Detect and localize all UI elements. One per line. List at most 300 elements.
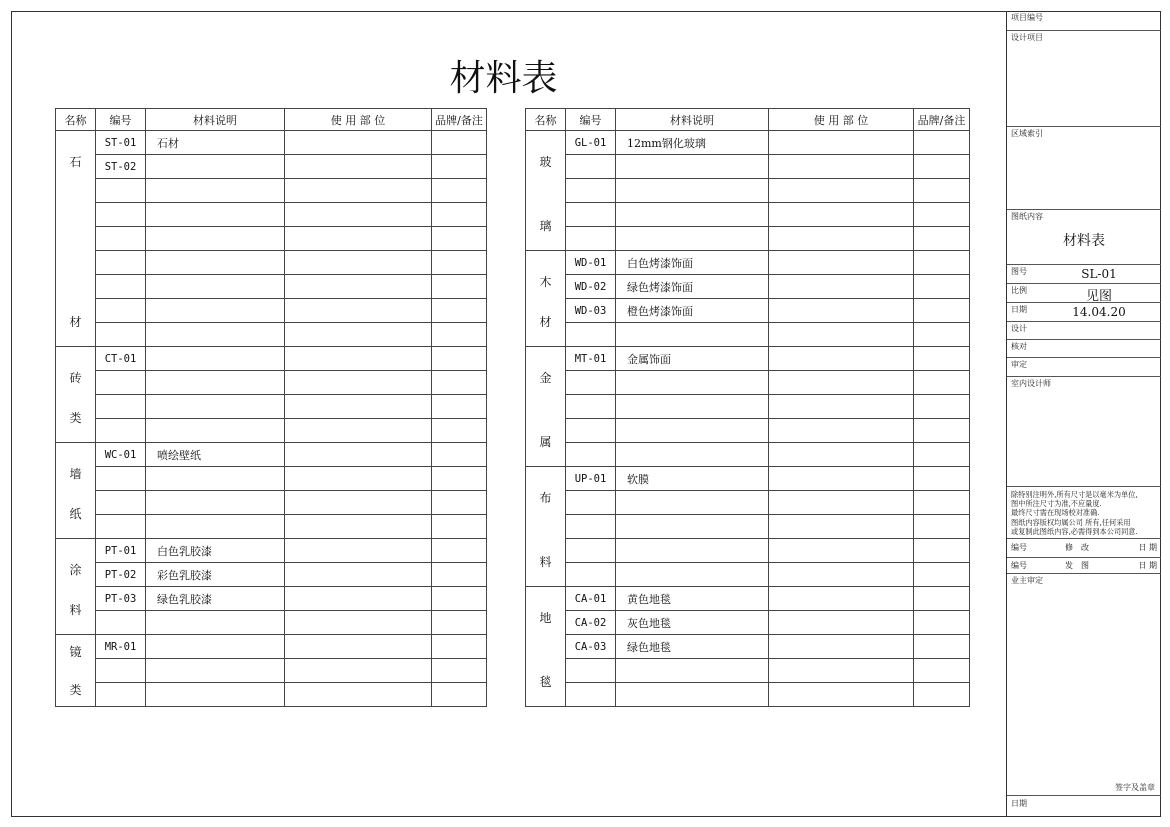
material-code-cell bbox=[96, 323, 146, 347]
usage-location-cell bbox=[769, 227, 914, 251]
brand-remarks-cell bbox=[914, 275, 970, 299]
material-code-cell: PT-03 bbox=[96, 587, 146, 611]
design-project-row bbox=[1007, 31, 1161, 127]
brand-remarks-cell bbox=[914, 491, 970, 515]
usage-location-cell bbox=[769, 515, 914, 539]
usage-location-cell bbox=[285, 587, 432, 611]
material-description-cell bbox=[146, 467, 285, 491]
table-row bbox=[56, 275, 487, 299]
brand-remarks-cell bbox=[432, 395, 487, 419]
category-char: 料 bbox=[539, 555, 552, 569]
usage-location-cell bbox=[285, 611, 432, 635]
owner-approval-label: 业主审定 bbox=[1011, 576, 1043, 585]
material-description-cell: 12mm钢化玻璃 bbox=[616, 131, 769, 155]
category-cell bbox=[56, 443, 96, 539]
title-block bbox=[1006, 11, 1161, 817]
brand-remarks-cell bbox=[432, 515, 487, 539]
category-char: 璃 bbox=[539, 219, 552, 233]
material-description-cell bbox=[146, 155, 285, 179]
usage-location-cell bbox=[285, 515, 432, 539]
table-header-row bbox=[526, 109, 970, 131]
category-char: 类 bbox=[69, 411, 82, 425]
design-project-label: 设计项目 bbox=[1011, 33, 1043, 42]
table-row bbox=[56, 611, 487, 635]
note-line: 除特别注明外,所有尺寸是以毫米为单位, bbox=[1011, 490, 1138, 499]
table-row bbox=[526, 155, 970, 179]
material-description-cell: 白色烤漆饰面 bbox=[616, 251, 769, 275]
table-row bbox=[526, 299, 970, 323]
brand-remarks-cell bbox=[914, 347, 970, 371]
category-char: 地 bbox=[539, 611, 552, 625]
table-row bbox=[526, 491, 970, 515]
table-row bbox=[56, 515, 487, 539]
material-description-cell bbox=[616, 323, 769, 347]
table-row bbox=[526, 419, 970, 443]
brand-remarks-cell bbox=[432, 227, 487, 251]
material-code-cell: MR-01 bbox=[96, 635, 146, 659]
material-code-cell bbox=[96, 467, 146, 491]
material-description-cell: 绿色烤漆饰面 bbox=[616, 275, 769, 299]
category-char: 类 bbox=[69, 683, 82, 697]
table-row bbox=[56, 251, 487, 275]
brand-remarks-cell bbox=[914, 635, 970, 659]
drawing-content-value: 材料表 bbox=[1063, 233, 1105, 249]
brand-remarks-cell bbox=[914, 251, 970, 275]
table-row bbox=[56, 491, 487, 515]
material-table-right bbox=[525, 108, 970, 707]
material-description-cell: 黄色地毯 bbox=[616, 587, 769, 611]
usage-location-cell bbox=[285, 635, 432, 659]
usage-location-cell bbox=[769, 587, 914, 611]
drawing-content-row bbox=[1007, 210, 1161, 265]
category-cell bbox=[526, 467, 566, 587]
usage-location-cell bbox=[769, 275, 914, 299]
material-description-cell: 白色乳胶漆 bbox=[146, 539, 285, 563]
material-description-cell: 软膜 bbox=[616, 467, 769, 491]
material-description-cell bbox=[146, 275, 285, 299]
table-row bbox=[526, 275, 970, 299]
drawing-content-label: 图纸内容 bbox=[1011, 212, 1043, 221]
revision-row bbox=[1007, 539, 1161, 558]
usage-location-cell bbox=[769, 611, 914, 635]
category-cell bbox=[56, 635, 96, 707]
material-table-left bbox=[55, 108, 487, 707]
checker-row bbox=[1007, 340, 1161, 358]
drawing-number-value: SL-01 bbox=[1081, 267, 1117, 281]
usage-location-cell bbox=[769, 371, 914, 395]
category-char: 材 bbox=[539, 315, 552, 329]
brand-remarks-cell bbox=[432, 323, 487, 347]
note-line: 或复制此图纸内容,必需得到本公司同意. bbox=[1011, 526, 1138, 536]
table-row bbox=[526, 467, 970, 491]
brand-remarks-cell bbox=[914, 443, 970, 467]
usage-location-cell bbox=[285, 467, 432, 491]
brand-remarks-cell bbox=[432, 203, 487, 227]
material-code-cell: WD-01 bbox=[566, 251, 616, 275]
table-header-row bbox=[56, 109, 487, 131]
material-code-cell: GL-01 bbox=[566, 131, 616, 155]
material-code-cell bbox=[566, 659, 616, 683]
table-row bbox=[56, 467, 487, 491]
material-code-cell bbox=[96, 683, 146, 707]
table-row bbox=[56, 299, 487, 323]
category-cell bbox=[526, 587, 566, 707]
material-code-cell bbox=[566, 539, 616, 563]
issue-row bbox=[1007, 558, 1161, 574]
material-code-cell bbox=[96, 371, 146, 395]
material-description-cell bbox=[616, 371, 769, 395]
brand-remarks-cell bbox=[914, 179, 970, 203]
material-code-cell bbox=[566, 515, 616, 539]
usage-location-cell bbox=[285, 227, 432, 251]
drawing-number-label: 图号 bbox=[1011, 267, 1027, 276]
category-char: 墙 bbox=[69, 467, 82, 481]
material-description-cell: 喷绘壁纸 bbox=[146, 443, 285, 467]
header-description: 材料说明 bbox=[616, 109, 769, 131]
table-row bbox=[526, 251, 970, 275]
usage-location-cell bbox=[769, 563, 914, 587]
material-code-cell bbox=[96, 491, 146, 515]
usage-location-cell bbox=[769, 131, 914, 155]
table-row bbox=[526, 131, 970, 155]
table-row bbox=[526, 611, 970, 635]
table-row bbox=[56, 395, 487, 419]
material-code-cell bbox=[96, 515, 146, 539]
material-code-cell bbox=[96, 299, 146, 323]
issue-action-label: 发 图 bbox=[1065, 561, 1089, 570]
usage-location-cell bbox=[769, 251, 914, 275]
material-description-cell bbox=[616, 395, 769, 419]
material-description-cell bbox=[616, 419, 769, 443]
table-row bbox=[526, 563, 970, 587]
material-description-cell: 绿色地毯 bbox=[616, 635, 769, 659]
material-code-cell: WD-02 bbox=[566, 275, 616, 299]
usage-location-cell bbox=[285, 443, 432, 467]
material-description-cell bbox=[616, 491, 769, 515]
table-row bbox=[56, 587, 487, 611]
brand-remarks-cell bbox=[914, 395, 970, 419]
brand-remarks-cell bbox=[914, 131, 970, 155]
material-description-cell bbox=[146, 635, 285, 659]
header-name: 名称 bbox=[56, 109, 96, 131]
usage-location-cell bbox=[769, 179, 914, 203]
page-title: 材料表 bbox=[449, 58, 558, 99]
usage-location-cell bbox=[769, 323, 914, 347]
material-code-cell bbox=[96, 611, 146, 635]
table-row bbox=[526, 371, 970, 395]
brand-remarks-cell bbox=[432, 467, 487, 491]
scale-label: 比例 bbox=[1011, 286, 1027, 295]
table-row bbox=[526, 227, 970, 251]
usage-location-cell bbox=[285, 491, 432, 515]
material-description-cell bbox=[146, 299, 285, 323]
revision-no-label: 编号 bbox=[1011, 543, 1027, 552]
date-value: 14.04.20 bbox=[1072, 305, 1126, 319]
material-description-cell: 彩色乳胶漆 bbox=[146, 563, 285, 587]
usage-location-cell bbox=[769, 419, 914, 443]
table-row bbox=[56, 419, 487, 443]
brand-remarks-cell bbox=[914, 611, 970, 635]
usage-location-cell bbox=[769, 539, 914, 563]
category-cell bbox=[56, 539, 96, 635]
material-code-cell bbox=[96, 275, 146, 299]
brand-remarks-cell bbox=[432, 611, 487, 635]
table-row bbox=[526, 515, 970, 539]
table-row bbox=[526, 203, 970, 227]
material-description-cell bbox=[146, 659, 285, 683]
usage-location-cell bbox=[285, 371, 432, 395]
category-char: 毯 bbox=[539, 675, 552, 689]
material-code-cell: WC-01 bbox=[96, 443, 146, 467]
material-description-cell: 绿色乳胶漆 bbox=[146, 587, 285, 611]
material-description-cell bbox=[146, 683, 285, 707]
interior-designer-label: 室内设计师 bbox=[1011, 379, 1051, 388]
category-char: 砖 bbox=[69, 371, 82, 385]
material-code-cell bbox=[566, 683, 616, 707]
material-code-cell bbox=[566, 179, 616, 203]
header-name: 名称 bbox=[526, 109, 566, 131]
category-char: 金 bbox=[539, 371, 552, 385]
material-description-cell bbox=[616, 659, 769, 683]
date-row bbox=[1007, 303, 1161, 322]
material-code-cell: PT-02 bbox=[96, 563, 146, 587]
scale-value: 见图 bbox=[1085, 289, 1112, 304]
material-code-cell bbox=[566, 371, 616, 395]
material-description-cell bbox=[146, 419, 285, 443]
table-row bbox=[526, 395, 970, 419]
brand-remarks-cell bbox=[432, 563, 487, 587]
usage-location-cell bbox=[769, 347, 914, 371]
issue-no-label: 编号 bbox=[1011, 561, 1027, 570]
material-description-cell: 石材 bbox=[146, 131, 285, 155]
material-code-cell bbox=[566, 155, 616, 179]
usage-location-cell bbox=[769, 659, 914, 683]
brand-remarks-cell bbox=[914, 515, 970, 539]
revision-date-label: 日 期 bbox=[1138, 543, 1157, 552]
category-cell bbox=[56, 347, 96, 443]
table-row bbox=[56, 347, 487, 371]
material-description-cell bbox=[616, 563, 769, 587]
bottom-date-label: 日期 bbox=[1011, 799, 1027, 808]
material-code-cell: UP-01 bbox=[566, 467, 616, 491]
category-char: 属 bbox=[539, 435, 552, 449]
brand-remarks-cell bbox=[914, 227, 970, 251]
brand-remarks-cell bbox=[432, 251, 487, 275]
material-code-cell bbox=[566, 419, 616, 443]
usage-location-cell bbox=[769, 155, 914, 179]
material-code-cell bbox=[96, 179, 146, 203]
material-description-cell bbox=[616, 539, 769, 563]
category-cell bbox=[526, 347, 566, 467]
category-char: 石 bbox=[69, 155, 82, 169]
table-row bbox=[526, 323, 970, 347]
category-char: 玻 bbox=[539, 155, 552, 169]
table-row bbox=[56, 539, 487, 563]
header-code: 编号 bbox=[96, 109, 146, 131]
table-row bbox=[526, 659, 970, 683]
review-label: 审定 bbox=[1011, 360, 1027, 369]
brand-remarks-cell bbox=[432, 371, 487, 395]
brand-remarks-cell bbox=[432, 539, 487, 563]
usage-location-cell bbox=[285, 395, 432, 419]
note-line: 图中所注尺寸为准,不应量度. bbox=[1011, 499, 1102, 509]
table-row bbox=[56, 563, 487, 587]
material-code-cell: PT-01 bbox=[96, 539, 146, 563]
brand-remarks-cell bbox=[432, 587, 487, 611]
material-code-cell: CT-01 bbox=[96, 347, 146, 371]
category-cell bbox=[56, 131, 96, 347]
material-description-cell bbox=[146, 515, 285, 539]
usage-location-cell bbox=[769, 683, 914, 707]
drawing-number-row bbox=[1007, 265, 1161, 284]
material-code-cell bbox=[566, 443, 616, 467]
area-index-label: 区域索引 bbox=[1011, 129, 1043, 138]
brand-remarks-cell bbox=[432, 635, 487, 659]
brand-remarks-cell bbox=[914, 299, 970, 323]
brand-remarks-cell bbox=[432, 683, 487, 707]
material-code-cell bbox=[566, 227, 616, 251]
brand-remarks-cell bbox=[432, 131, 487, 155]
material-description-cell: 金属饰面 bbox=[616, 347, 769, 371]
brand-remarks-cell bbox=[914, 563, 970, 587]
category-char: 涂 bbox=[69, 563, 82, 577]
brand-remarks-cell bbox=[914, 467, 970, 491]
table-row bbox=[56, 179, 487, 203]
material-description-cell bbox=[146, 251, 285, 275]
header-code: 编号 bbox=[566, 109, 616, 131]
brand-remarks-cell bbox=[432, 179, 487, 203]
material-code-cell: CA-02 bbox=[566, 611, 616, 635]
material-description-cell bbox=[146, 491, 285, 515]
usage-location-cell bbox=[769, 443, 914, 467]
brand-remarks-cell bbox=[914, 587, 970, 611]
brand-remarks-cell bbox=[914, 683, 970, 707]
brand-remarks-cell bbox=[914, 371, 970, 395]
designer-row bbox=[1007, 322, 1161, 340]
usage-location-cell bbox=[285, 203, 432, 227]
material-description-cell bbox=[146, 323, 285, 347]
material-description-cell bbox=[616, 179, 769, 203]
usage-location-cell bbox=[285, 251, 432, 275]
table-row bbox=[56, 635, 487, 659]
material-description-cell bbox=[146, 371, 285, 395]
usage-location-cell bbox=[285, 683, 432, 707]
table-row bbox=[56, 683, 487, 707]
material-description-cell bbox=[616, 683, 769, 707]
general-notes bbox=[1011, 490, 1138, 536]
header-description: 材料说明 bbox=[146, 109, 285, 131]
brand-remarks-cell bbox=[914, 203, 970, 227]
signature-stamp-label: 签字及盖章 bbox=[1115, 783, 1155, 792]
material-description-cell bbox=[146, 203, 285, 227]
category-char: 木 bbox=[539, 275, 552, 289]
table-row bbox=[526, 587, 970, 611]
material-description-cell bbox=[616, 443, 769, 467]
category-char: 纸 bbox=[69, 507, 82, 521]
material-code-cell: CA-03 bbox=[566, 635, 616, 659]
usage-location-cell bbox=[285, 539, 432, 563]
material-code-cell bbox=[96, 419, 146, 443]
material-code-cell: WD-03 bbox=[566, 299, 616, 323]
usage-location-cell bbox=[285, 131, 432, 155]
usage-location-cell bbox=[285, 659, 432, 683]
material-code-cell bbox=[566, 203, 616, 227]
brand-remarks-cell bbox=[914, 323, 970, 347]
category-char: 镜 bbox=[69, 645, 82, 659]
material-code-cell bbox=[96, 251, 146, 275]
scale-row bbox=[1007, 284, 1161, 303]
material-description-cell bbox=[146, 179, 285, 203]
usage-location-cell bbox=[285, 155, 432, 179]
table-row bbox=[56, 659, 487, 683]
brand-remarks-cell bbox=[914, 155, 970, 179]
material-description-cell bbox=[146, 395, 285, 419]
brand-remarks-cell bbox=[432, 347, 487, 371]
interior-designer-row bbox=[1007, 377, 1161, 487]
material-description-cell bbox=[616, 515, 769, 539]
reviewer-row bbox=[1007, 358, 1161, 377]
notes-row bbox=[1007, 487, 1161, 539]
header-usage-location: 使 用 部 位 bbox=[769, 109, 914, 131]
material-code-cell: ST-02 bbox=[96, 155, 146, 179]
table-row bbox=[56, 131, 487, 155]
material-code-cell bbox=[566, 323, 616, 347]
usage-location-cell bbox=[285, 419, 432, 443]
material-code-cell bbox=[566, 491, 616, 515]
brand-remarks-cell bbox=[432, 491, 487, 515]
header-brand-remarks: 品牌/备注 bbox=[432, 109, 487, 131]
revision-action-label: 修 改 bbox=[1065, 543, 1089, 552]
material-code-cell: MT-01 bbox=[566, 347, 616, 371]
material-code-cell: ST-01 bbox=[96, 131, 146, 155]
table-row bbox=[526, 347, 970, 371]
material-code-cell bbox=[566, 563, 616, 587]
area-index-row bbox=[1007, 127, 1161, 210]
table-row bbox=[56, 323, 487, 347]
bottom-date-row bbox=[1007, 796, 1161, 817]
brand-remarks-cell bbox=[914, 539, 970, 563]
usage-location-cell bbox=[285, 347, 432, 371]
table-row bbox=[56, 371, 487, 395]
table-row bbox=[526, 683, 970, 707]
brand-remarks-cell bbox=[432, 659, 487, 683]
brand-remarks-cell bbox=[432, 155, 487, 179]
material-description-cell bbox=[616, 203, 769, 227]
table-row bbox=[56, 227, 487, 251]
header-usage-location: 使 用 部 位 bbox=[285, 109, 432, 131]
material-description-cell bbox=[616, 227, 769, 251]
check-label: 核对 bbox=[1011, 342, 1027, 351]
usage-location-cell bbox=[285, 323, 432, 347]
usage-location-cell bbox=[769, 395, 914, 419]
project-number-row bbox=[1007, 11, 1161, 31]
table-row bbox=[56, 155, 487, 179]
header-brand-remarks: 品牌/备注 bbox=[914, 109, 970, 131]
material-code-cell bbox=[96, 203, 146, 227]
material-description-cell: 橙色烤漆饰面 bbox=[616, 299, 769, 323]
category-char: 布 bbox=[539, 491, 552, 505]
brand-remarks-cell bbox=[914, 659, 970, 683]
table-row bbox=[526, 443, 970, 467]
usage-location-cell bbox=[769, 299, 914, 323]
category-char: 材 bbox=[69, 315, 82, 329]
usage-location-cell bbox=[769, 203, 914, 227]
usage-location-cell bbox=[285, 563, 432, 587]
table-row bbox=[526, 539, 970, 563]
material-code-cell: CA-01 bbox=[566, 587, 616, 611]
table-row bbox=[56, 443, 487, 467]
category-char: 料 bbox=[69, 603, 82, 617]
